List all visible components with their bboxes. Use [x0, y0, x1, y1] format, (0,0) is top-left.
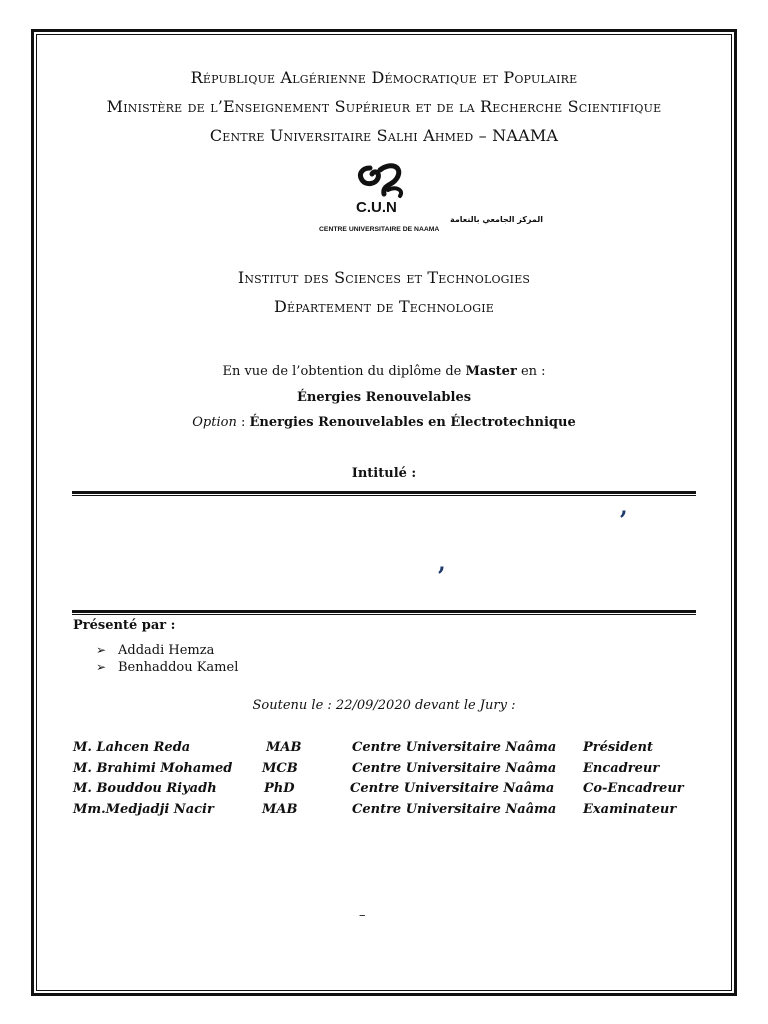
jury-grade: MAB — [262, 802, 298, 817]
jury-institution: Centre Universitaire Naâma — [352, 802, 557, 817]
diploma-intro: En vue de l’obtention du diplôme de — [222, 364, 462, 379]
student-name: Addadi Hemza — [118, 643, 215, 658]
title-label: Intitulé : — [351, 466, 417, 481]
jury-grade: MCB — [262, 761, 298, 776]
title-comma-1: , — [620, 494, 628, 520]
university-heading: Centre Universitaire Salhi Ahmed – NAAMA — [209, 126, 559, 145]
option-value: Énergies Renouvelables en Électrotechnique — [249, 415, 576, 430]
jury-row — [0, 761, 768, 781]
jury-name: M. Bouddou Riyadh — [73, 781, 217, 796]
footer-dash: – — [359, 908, 366, 923]
option-label: Option — [192, 415, 237, 430]
jury-row — [0, 802, 768, 822]
option-separator: : — [240, 415, 246, 430]
ministry-heading: Ministère de l’Enseignement Supérieur et de la Recherche Scientifique — [106, 97, 662, 116]
jury-row — [0, 740, 768, 760]
jury-institution: Centre Universitaire Naâma — [352, 740, 557, 755]
cun-logo-icon — [318, 160, 543, 236]
logo-subtitle: CENTRE UNIVERSITAIRE DE NAAMA — [319, 226, 440, 233]
arrow-bullet-icon: ➢ — [96, 660, 107, 674]
jury-grade: MAB — [266, 740, 302, 755]
diploma-line — [0, 364, 768, 379]
student-item — [96, 660, 238, 675]
diploma-degree: Master — [465, 364, 517, 379]
jury-name: Mm.Medjadji Nacir — [73, 802, 214, 817]
logo-acronym: C.U.N — [356, 199, 397, 216]
presented-by-label: Présenté par : — [73, 618, 176, 633]
jury-institution: Centre Universitaire Naâma — [350, 781, 555, 796]
department-name: Département de Technologie — [274, 297, 494, 316]
jury-institution: Centre Universitaire Naâma — [352, 761, 557, 776]
jury-role: Examinateur — [583, 802, 677, 817]
jury-role: Co-Encadreur — [583, 781, 684, 796]
republic-heading: République Algérienne Démocratique et Populaire — [190, 68, 578, 87]
diploma-suffix: en : — [520, 364, 546, 379]
defense-date: Soutenu le : 22/09/2020 devant le Jury : — [252, 698, 516, 713]
arrow-bullet-icon: ➢ — [96, 643, 107, 657]
diploma-field: Énergies Renouvelables — [296, 390, 472, 405]
jury-role: Président — [583, 740, 653, 755]
jury-grade: PhD — [264, 781, 295, 796]
institute-name: Institut des Sciences et Technologies — [237, 268, 531, 287]
student-item — [96, 643, 214, 658]
jury-row — [0, 781, 768, 801]
title-rule-bottom — [72, 610, 696, 615]
logo-arabic-text: المركز الجامعي بالنعامة — [450, 215, 543, 224]
jury-name: M. Lahcen Reda — [73, 740, 191, 755]
jury-role: Encadreur — [583, 761, 660, 776]
university-logo — [318, 160, 543, 236]
title-rule-top — [72, 491, 696, 496]
jury-name: M. Brahimi Mohamed — [73, 761, 233, 776]
student-name: Benhaddou Kamel — [118, 660, 239, 675]
option-line — [0, 415, 768, 430]
title-comma-2: , — [438, 550, 446, 576]
